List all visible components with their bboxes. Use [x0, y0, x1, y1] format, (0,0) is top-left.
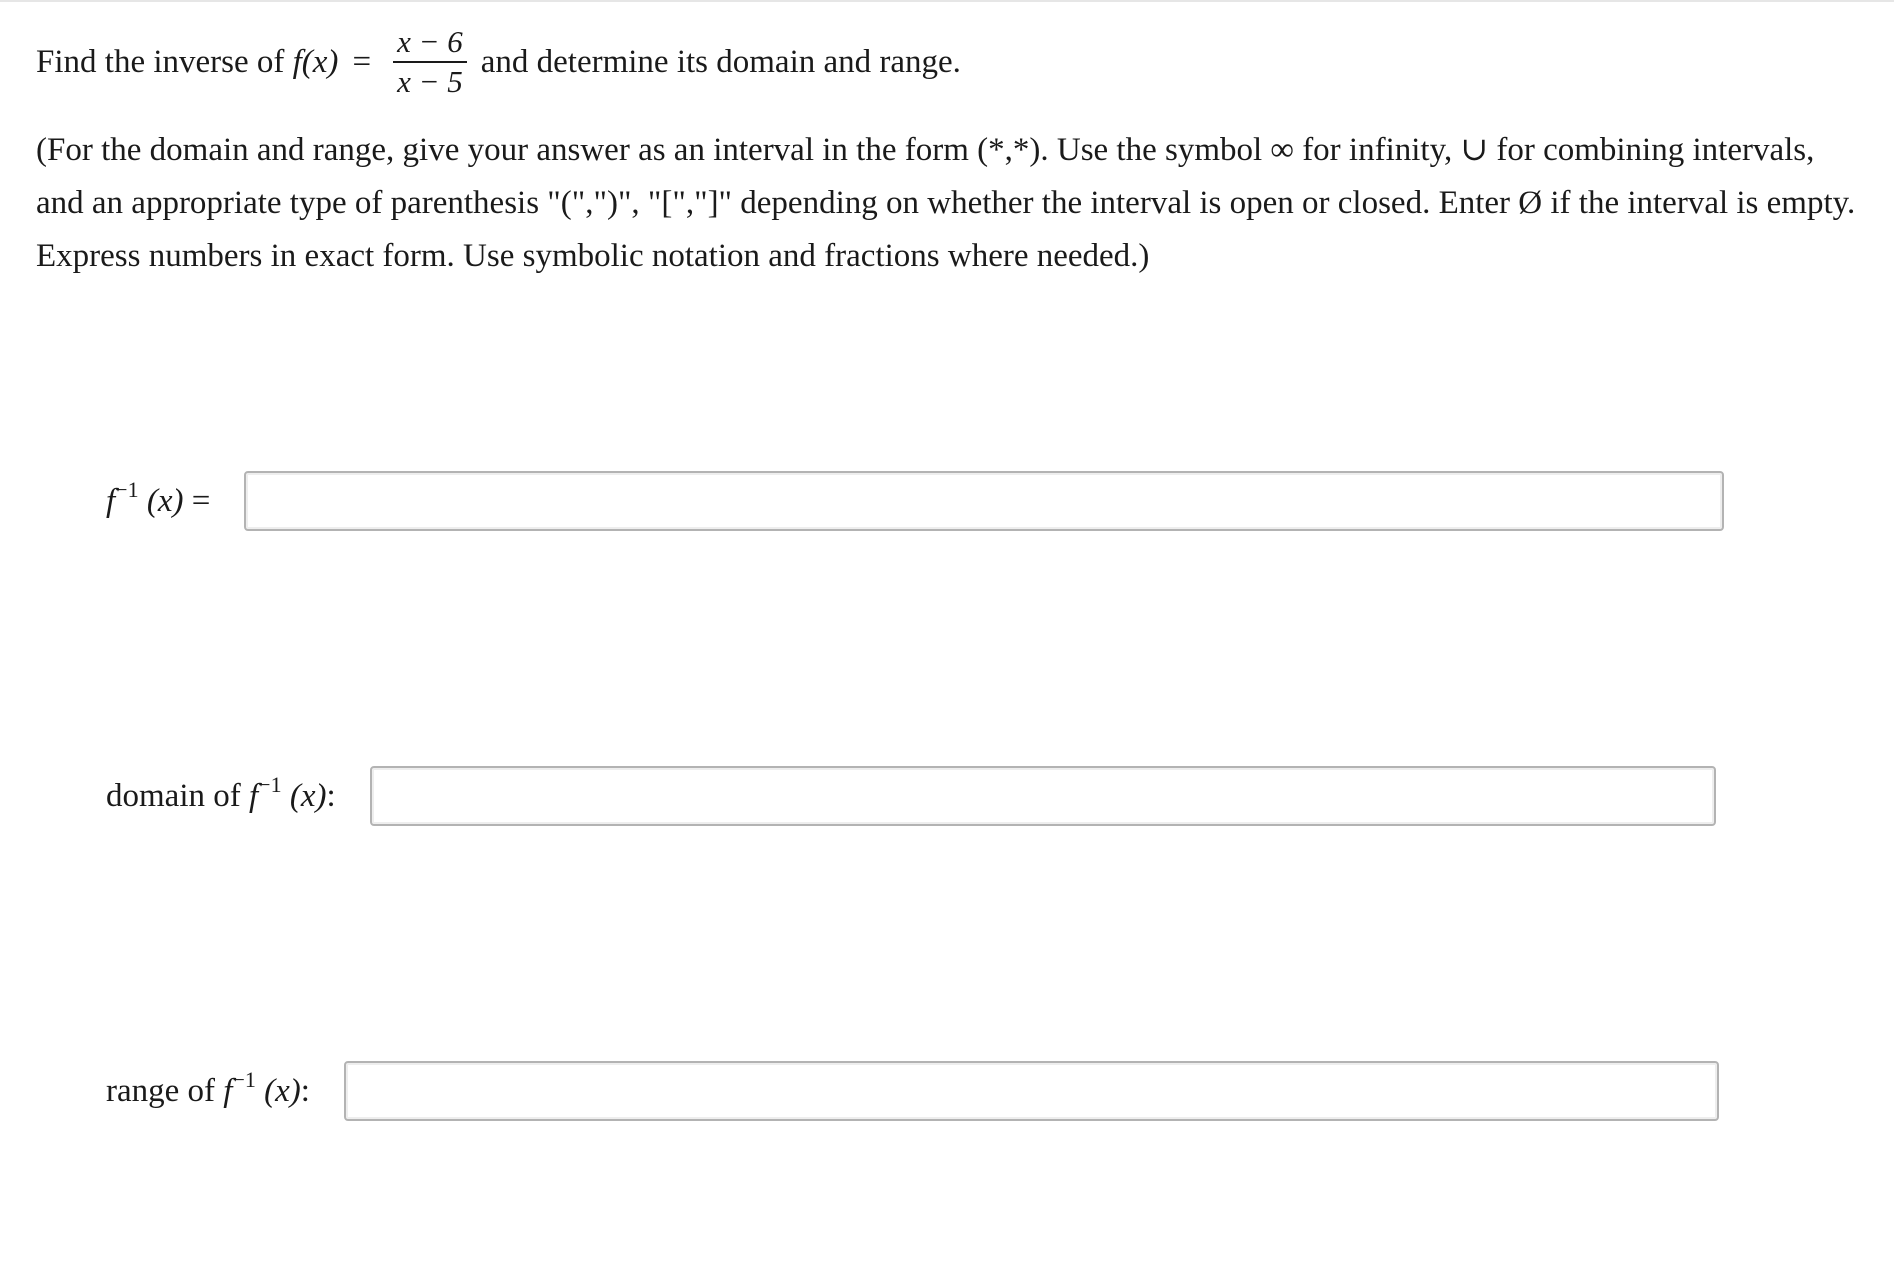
range-label-exponent: −1	[232, 1066, 256, 1092]
range-label-prefix: range of	[106, 1072, 224, 1109]
range-label-f: f	[223, 1072, 233, 1109]
fraction-numerator: x − 6	[397, 24, 463, 59]
range-input[interactable]	[344, 1061, 1719, 1121]
answer-instructions: (For the domain and range, give your answer as an interval in the form (*,*). Use the symbol ∞ for infinity, ∪ for combining intervals, and an appropriate type of parenthesis "(",")", "[","]" depending on whether the interval is open or closed. Enter Ø if the interval is empty. Express numbers in exact form. Use symbolic notation and fractions where needed.)	[36, 132, 1856, 274]
range-label-arg: (x)	[264, 1072, 301, 1109]
inverse-label-exponent: −1	[115, 476, 139, 502]
domain-label-exponent: −1	[258, 771, 282, 797]
domain-label-arg: (x)	[289, 777, 327, 814]
fraction-bar	[393, 61, 467, 63]
top-divider	[0, 0, 1894, 2]
inverse-answer-row	[106, 471, 1724, 531]
function-fraction	[393, 25, 467, 99]
question-prefix: Find the inverse of	[36, 43, 285, 80]
question-suffix: and determine its domain and range.	[480, 43, 961, 80]
domain-label	[106, 771, 370, 815]
inverse-label-suffix: =	[183, 482, 211, 519]
domain-label-suffix: :	[326, 777, 336, 814]
range-label	[106, 1066, 344, 1110]
inverse-label-arg: (x)	[146, 482, 184, 519]
domain-answer-row	[106, 766, 1716, 826]
inverse-function-input[interactable]	[244, 471, 1724, 531]
question-prompt	[36, 24, 961, 100]
inverse-label	[106, 476, 244, 520]
domain-label-f: f	[248, 777, 259, 814]
domain-input[interactable]	[370, 766, 1716, 826]
question-line	[36, 24, 961, 100]
domain-label-prefix: domain of	[106, 777, 249, 814]
equals-sign: =	[352, 43, 372, 80]
fraction-denominator: x − 5	[397, 64, 463, 99]
function-arg: (x)	[301, 43, 339, 80]
range-answer-row	[106, 1061, 1719, 1121]
inverse-label-f: f	[106, 482, 116, 519]
range-label-suffix: :	[300, 1072, 310, 1109]
function-name: f	[292, 43, 302, 80]
